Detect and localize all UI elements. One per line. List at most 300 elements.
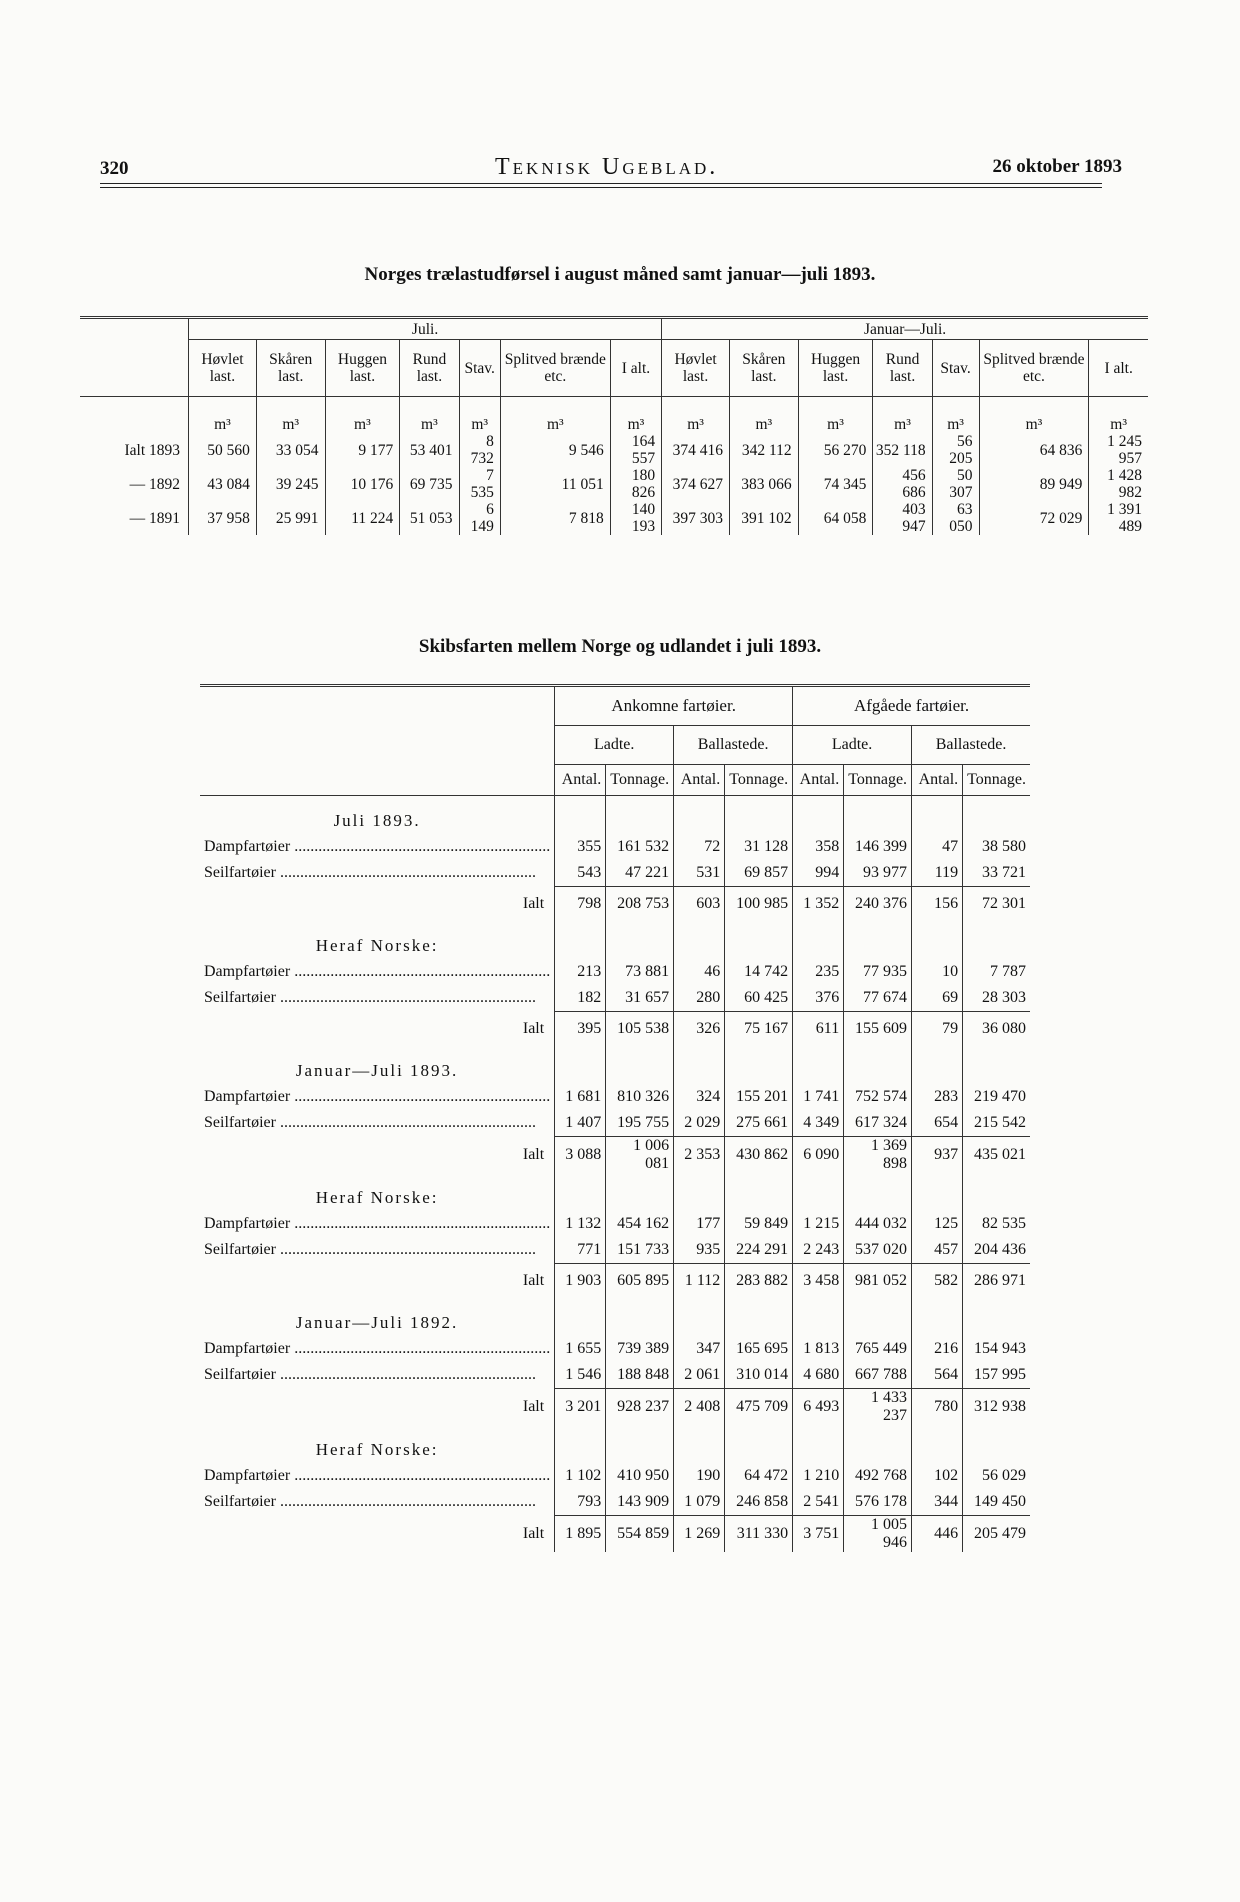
data-cell: 355 bbox=[555, 834, 606, 860]
row-label-text: Seilfartøier ..... bbox=[204, 1114, 550, 1132]
data-cell: 59 849 bbox=[725, 1211, 793, 1237]
row-label-text: Seilfartøier ..... bbox=[204, 864, 550, 882]
total-row bbox=[200, 1264, 1030, 1299]
spacer-cell bbox=[725, 1298, 793, 1310]
row-label bbox=[200, 985, 555, 1012]
spacer-cell bbox=[912, 796, 963, 809]
data-cell: 344 bbox=[912, 1489, 963, 1516]
spacer-cell bbox=[963, 1173, 1030, 1185]
table-row bbox=[200, 860, 1030, 887]
data-cell: 347 bbox=[674, 1336, 725, 1362]
data-cell: 93 977 bbox=[844, 860, 912, 887]
data-cell: 177 bbox=[674, 1211, 725, 1237]
data-cell: 374 416 bbox=[662, 433, 730, 467]
spacer-cell bbox=[963, 1298, 1030, 1310]
spacer-cell bbox=[912, 1173, 963, 1185]
data-cell: 235 bbox=[793, 959, 844, 985]
spacer-cell bbox=[963, 1046, 1030, 1058]
data-cell: 10 bbox=[912, 959, 963, 985]
empty-cell bbox=[725, 1310, 793, 1336]
data-cell: 7 535 bbox=[459, 467, 500, 501]
data-cell: 161 532 bbox=[606, 834, 674, 860]
data-cell: 10 176 bbox=[325, 467, 400, 501]
column-header: Rund last. bbox=[873, 340, 932, 397]
spacer-row bbox=[200, 1298, 1030, 1310]
data-cell: 14 742 bbox=[725, 959, 793, 985]
total-cell: 1 433 237 bbox=[844, 1389, 912, 1426]
data-cell: 149 450 bbox=[963, 1489, 1030, 1516]
data-cell: 4 680 bbox=[793, 1362, 844, 1389]
row-label-text: Dampfartøier ..... bbox=[204, 963, 550, 981]
total-cell: 605 895 bbox=[606, 1264, 674, 1299]
total-row bbox=[200, 887, 1030, 922]
data-cell: 1 210 bbox=[793, 1463, 844, 1489]
data-cell: 33 721 bbox=[963, 860, 1030, 887]
data-cell: 543 bbox=[555, 860, 606, 887]
data-cell: 283 bbox=[912, 1084, 963, 1110]
table-row bbox=[200, 1463, 1030, 1489]
header-ladte: Ladte. bbox=[793, 726, 912, 765]
data-cell: 752 574 bbox=[844, 1084, 912, 1110]
spacer-cell bbox=[200, 796, 555, 809]
data-cell: 1 391 489 bbox=[1089, 501, 1148, 535]
section-heading-row bbox=[200, 808, 1030, 834]
total-cell: 1 352 bbox=[793, 887, 844, 922]
spacer-cell bbox=[844, 1298, 912, 1310]
table-row bbox=[200, 834, 1030, 860]
data-cell: 7 818 bbox=[500, 501, 610, 535]
spacer-cell bbox=[793, 921, 844, 933]
total-cell: 3 751 bbox=[793, 1516, 844, 1553]
empty-cell bbox=[793, 1058, 844, 1084]
data-cell: 31 128 bbox=[725, 834, 793, 860]
spacer-cell bbox=[674, 796, 725, 809]
column-header: Huggen last. bbox=[798, 340, 873, 397]
total-cell: 2 408 bbox=[674, 1389, 725, 1426]
row-label bbox=[200, 959, 555, 985]
total-cell: 780 bbox=[912, 1389, 963, 1426]
header-ballastede: Ballastede. bbox=[674, 726, 793, 765]
total-cell: 79 bbox=[912, 1012, 963, 1047]
unit-cell: m³ bbox=[610, 397, 661, 434]
row-label: — 1892 bbox=[129, 475, 180, 493]
row-label-text: Dampfartøier ..... bbox=[204, 1467, 550, 1485]
spacer-cell bbox=[793, 1173, 844, 1185]
data-cell: 1 546 bbox=[555, 1362, 606, 1389]
corner-cell bbox=[200, 726, 555, 765]
section-heading: Heraf Norske: bbox=[315, 1440, 439, 1459]
total-cell: 6 493 bbox=[793, 1389, 844, 1426]
shipping-table bbox=[200, 684, 1030, 1552]
total-cell: 611 bbox=[793, 1012, 844, 1047]
spacer-row bbox=[200, 1425, 1030, 1437]
total-label: Ialt bbox=[522, 1397, 545, 1415]
data-cell: 77 674 bbox=[844, 985, 912, 1012]
table-row bbox=[200, 1237, 1030, 1264]
header-antal: Antal. bbox=[793, 765, 844, 796]
data-cell: 50 560 bbox=[189, 433, 257, 467]
header-tonnage: Tonnage. bbox=[963, 765, 1030, 796]
table2-title: Skibsfarten mellem Norge og udlandet i juli 1893. bbox=[418, 636, 822, 657]
row-label bbox=[200, 1110, 555, 1137]
unit-cell: m³ bbox=[400, 397, 459, 434]
spacer-cell bbox=[844, 1173, 912, 1185]
unit-cell: m³ bbox=[932, 397, 979, 434]
empty-cell bbox=[606, 1058, 674, 1084]
empty-cell bbox=[912, 1185, 963, 1211]
table-row bbox=[200, 959, 1030, 985]
data-cell: 1 741 bbox=[793, 1084, 844, 1110]
empty-cell bbox=[555, 1437, 606, 1463]
row-label-text: Seilfartøier ..... bbox=[204, 1493, 550, 1511]
total-cell: 435 021 bbox=[963, 1137, 1030, 1174]
data-cell: 1 407 bbox=[555, 1110, 606, 1137]
row-label bbox=[200, 1211, 555, 1237]
unit-cell: m³ bbox=[729, 397, 798, 434]
data-cell: 125 bbox=[912, 1211, 963, 1237]
empty-cell bbox=[674, 1310, 725, 1336]
total-cell: 446 bbox=[912, 1516, 963, 1553]
data-cell: 352 118 bbox=[873, 433, 932, 467]
unit-cell: m³ bbox=[500, 397, 610, 434]
corner-cell bbox=[200, 686, 555, 726]
data-cell: 31 657 bbox=[606, 985, 674, 1012]
total-cell: 155 609 bbox=[844, 1012, 912, 1047]
data-cell: 374 627 bbox=[662, 467, 730, 501]
data-cell: 1 215 bbox=[793, 1211, 844, 1237]
data-cell: 190 bbox=[674, 1463, 725, 1489]
total-cell: 937 bbox=[912, 1137, 963, 1174]
spacer-cell bbox=[674, 1298, 725, 1310]
section-heading: Januar—Juli 1892. bbox=[295, 1313, 459, 1332]
data-cell: 56 029 bbox=[963, 1463, 1030, 1489]
column-header: Splitved brænde etc. bbox=[500, 340, 610, 397]
spacer-cell bbox=[606, 1173, 674, 1185]
data-cell: 397 303 bbox=[662, 501, 730, 535]
data-cell: 39 245 bbox=[256, 467, 325, 501]
empty-cell bbox=[844, 1058, 912, 1084]
data-cell: 2 243 bbox=[793, 1237, 844, 1264]
column-header: I alt. bbox=[1089, 340, 1148, 397]
spacer-cell bbox=[674, 1425, 725, 1437]
data-cell: 47 221 bbox=[606, 860, 674, 887]
data-cell: 342 112 bbox=[729, 433, 798, 467]
unit-cell: m³ bbox=[798, 397, 873, 434]
spacer-cell bbox=[793, 796, 844, 809]
spacer-cell bbox=[200, 921, 555, 933]
column-header: Stav. bbox=[459, 340, 500, 397]
row-label bbox=[200, 1084, 555, 1110]
total-cell: 1 903 bbox=[555, 1264, 606, 1299]
total-cell: 326 bbox=[674, 1012, 725, 1047]
data-cell: 994 bbox=[793, 860, 844, 887]
empty-cell bbox=[912, 1310, 963, 1336]
data-cell: 64 836 bbox=[979, 433, 1089, 467]
empty-cell bbox=[725, 808, 793, 834]
page-number: 320 bbox=[100, 158, 129, 179]
data-cell: 73 881 bbox=[606, 959, 674, 985]
total-cell: 3 458 bbox=[793, 1264, 844, 1299]
section-heading-row bbox=[200, 1437, 1030, 1463]
empty-cell bbox=[674, 1437, 725, 1463]
total-row bbox=[200, 1516, 1030, 1553]
total-cell: 798 bbox=[555, 887, 606, 922]
total-row bbox=[200, 1012, 1030, 1047]
data-cell: 1 245 957 bbox=[1089, 433, 1148, 467]
column-header: Skåren last. bbox=[256, 340, 325, 397]
spacer-cell bbox=[844, 796, 912, 809]
empty-cell bbox=[912, 1437, 963, 1463]
data-cell: 72 029 bbox=[979, 501, 1089, 535]
empty-cell bbox=[963, 1437, 1030, 1463]
total-cell: 981 052 bbox=[844, 1264, 912, 1299]
spacer-cell bbox=[606, 921, 674, 933]
data-cell: 11 224 bbox=[325, 501, 400, 535]
total-cell: 1 005 946 bbox=[844, 1516, 912, 1553]
total-cell: 100 985 bbox=[725, 887, 793, 922]
table-row bbox=[80, 501, 1148, 535]
row-label-text: Dampfartøier ..... bbox=[204, 1215, 550, 1233]
total-cell: 3 088 bbox=[555, 1137, 606, 1174]
spacer-cell bbox=[200, 1298, 555, 1310]
data-cell: 215 542 bbox=[963, 1110, 1030, 1137]
row-label bbox=[200, 834, 555, 860]
spacer-row bbox=[200, 1046, 1030, 1058]
column-header: Høvlet last. bbox=[662, 340, 730, 397]
data-cell: 82 535 bbox=[963, 1211, 1030, 1237]
data-cell: 2 541 bbox=[793, 1489, 844, 1516]
column-header: Høvlet last. bbox=[189, 340, 257, 397]
total-cell: 1 112 bbox=[674, 1264, 725, 1299]
unit-cell: m³ bbox=[459, 397, 500, 434]
table-row bbox=[200, 1211, 1030, 1237]
empty-cell bbox=[674, 808, 725, 834]
data-cell: 165 695 bbox=[725, 1336, 793, 1362]
spacer-cell bbox=[912, 1046, 963, 1058]
total-row bbox=[200, 1137, 1030, 1174]
empty-cell bbox=[963, 933, 1030, 959]
data-cell: 537 020 bbox=[844, 1237, 912, 1264]
spacer-cell bbox=[793, 1046, 844, 1058]
data-cell: 28 303 bbox=[963, 985, 1030, 1012]
empty-cell bbox=[844, 933, 912, 959]
empty-cell bbox=[606, 933, 674, 959]
data-cell: 1 428 982 bbox=[1089, 467, 1148, 501]
spacer-cell bbox=[912, 1425, 963, 1437]
data-cell: 38 580 bbox=[963, 834, 1030, 860]
data-cell: 935 bbox=[674, 1237, 725, 1264]
header-antal: Antal. bbox=[912, 765, 963, 796]
data-cell: 69 bbox=[912, 985, 963, 1012]
spacer-cell bbox=[555, 921, 606, 933]
total-cell: 286 971 bbox=[963, 1264, 1030, 1299]
spacer-cell bbox=[606, 1425, 674, 1437]
row-label bbox=[200, 1336, 555, 1362]
data-cell: 157 995 bbox=[963, 1362, 1030, 1389]
total-cell: 283 882 bbox=[725, 1264, 793, 1299]
spacer-cell bbox=[725, 1173, 793, 1185]
table-row bbox=[200, 985, 1030, 1012]
data-cell: 46 bbox=[674, 959, 725, 985]
table-row bbox=[200, 1110, 1030, 1137]
total-cell: 6 090 bbox=[793, 1137, 844, 1174]
column-header: Huggen last. bbox=[325, 340, 400, 397]
header-rule bbox=[100, 183, 1102, 184]
section-heading: Heraf Norske: bbox=[315, 1188, 439, 1207]
total-cell: 36 080 bbox=[963, 1012, 1030, 1047]
header-ladte: Ladte. bbox=[555, 726, 674, 765]
data-cell: 410 950 bbox=[606, 1463, 674, 1489]
section-heading-row bbox=[200, 933, 1030, 959]
total-cell: 928 237 bbox=[606, 1389, 674, 1426]
empty-cell bbox=[674, 1185, 725, 1211]
data-cell: 324 bbox=[674, 1084, 725, 1110]
header-antal: Antal. bbox=[555, 765, 606, 796]
total-cell: 395 bbox=[555, 1012, 606, 1047]
empty-cell bbox=[793, 808, 844, 834]
spacer-cell bbox=[555, 1046, 606, 1058]
row-label: — 1891 bbox=[129, 509, 180, 527]
empty-cell bbox=[555, 808, 606, 834]
corner-cell bbox=[200, 765, 555, 796]
data-cell: 358 bbox=[793, 834, 844, 860]
data-cell: 69 857 bbox=[725, 860, 793, 887]
spacer-cell bbox=[844, 921, 912, 933]
row-label bbox=[200, 1463, 555, 1489]
group-januar-juli: Januar—Juli. bbox=[662, 318, 1148, 340]
empty-cell bbox=[844, 1310, 912, 1336]
total-cell: 3 201 bbox=[555, 1389, 606, 1426]
data-cell: 151 733 bbox=[606, 1237, 674, 1264]
unit-cell: m³ bbox=[1089, 397, 1148, 434]
row-label bbox=[200, 1489, 555, 1516]
spacer-row bbox=[200, 921, 1030, 933]
data-cell: 403 947 bbox=[873, 501, 932, 535]
total-cell: 208 753 bbox=[606, 887, 674, 922]
data-cell: 143 909 bbox=[606, 1489, 674, 1516]
row-label-text: Seilfartøier ..... bbox=[204, 989, 550, 1007]
total-cell: 1 006 081 bbox=[606, 1137, 674, 1174]
total-label: Ialt bbox=[522, 894, 545, 912]
data-cell: 1 655 bbox=[555, 1336, 606, 1362]
data-cell: 576 178 bbox=[844, 1489, 912, 1516]
spacer-cell bbox=[844, 1046, 912, 1058]
table-row bbox=[200, 1489, 1030, 1516]
data-cell: 667 788 bbox=[844, 1362, 912, 1389]
empty-cell bbox=[674, 933, 725, 959]
header-tonnage: Tonnage. bbox=[725, 765, 793, 796]
spacer-cell bbox=[555, 1298, 606, 1310]
data-cell: 492 768 bbox=[844, 1463, 912, 1489]
total-cell: 582 bbox=[912, 1264, 963, 1299]
spacer-cell bbox=[555, 1425, 606, 1437]
data-cell: 47 bbox=[912, 834, 963, 860]
empty-cell bbox=[844, 1437, 912, 1463]
empty-cell bbox=[844, 808, 912, 834]
empty-cell bbox=[793, 933, 844, 959]
total-cell: 105 538 bbox=[606, 1012, 674, 1047]
total-cell: 603 bbox=[674, 887, 725, 922]
row-label bbox=[200, 1237, 555, 1264]
data-cell: 4 349 bbox=[793, 1110, 844, 1137]
data-cell: 53 401 bbox=[400, 433, 459, 467]
spacer-cell bbox=[912, 921, 963, 933]
spacer-cell bbox=[725, 796, 793, 809]
empty-cell bbox=[674, 1058, 725, 1084]
spacer-cell bbox=[555, 796, 606, 809]
data-cell: 564 bbox=[912, 1362, 963, 1389]
data-cell: 64 058 bbox=[798, 501, 873, 535]
table-row bbox=[80, 433, 1148, 467]
spacer-cell bbox=[793, 1425, 844, 1437]
timber-export-table bbox=[80, 316, 1148, 535]
row-label bbox=[200, 1362, 555, 1389]
section-heading: Januar—Juli 1893. bbox=[295, 1061, 459, 1080]
data-cell: 531 bbox=[674, 860, 725, 887]
data-cell: 146 399 bbox=[844, 834, 912, 860]
data-cell: 810 326 bbox=[606, 1084, 674, 1110]
data-cell: 204 436 bbox=[963, 1237, 1030, 1264]
total-cell: 554 859 bbox=[606, 1516, 674, 1553]
empty-cell bbox=[725, 1437, 793, 1463]
table-row bbox=[200, 1336, 1030, 1362]
empty-cell bbox=[963, 1058, 1030, 1084]
data-cell: 182 bbox=[555, 985, 606, 1012]
spacer-cell bbox=[606, 1046, 674, 1058]
total-label: Ialt bbox=[522, 1271, 545, 1289]
data-cell: 102 bbox=[912, 1463, 963, 1489]
empty-cell bbox=[963, 808, 1030, 834]
data-cell: 224 291 bbox=[725, 1237, 793, 1264]
data-cell: 1 681 bbox=[555, 1084, 606, 1110]
data-cell: 119 bbox=[912, 860, 963, 887]
column-header: Splitved brænde etc. bbox=[979, 340, 1089, 397]
data-cell: 9 177 bbox=[325, 433, 400, 467]
unit-cell: m³ bbox=[873, 397, 932, 434]
data-cell: 1 102 bbox=[555, 1463, 606, 1489]
empty-cell bbox=[606, 1185, 674, 1211]
journal-title: Teknisk Ugeblad. bbox=[495, 154, 719, 180]
corner-cell bbox=[80, 318, 189, 340]
header-afgaaede: Afgåede fartøier. bbox=[793, 686, 1030, 726]
column-header: I alt. bbox=[610, 340, 661, 397]
data-cell: 33 054 bbox=[256, 433, 325, 467]
empty-cell bbox=[912, 1058, 963, 1084]
data-cell: 72 bbox=[674, 834, 725, 860]
data-cell: 154 943 bbox=[963, 1336, 1030, 1362]
corner-cell bbox=[80, 397, 189, 434]
issue-date: 26 oktober 1893 bbox=[992, 156, 1122, 177]
table1-title: Norges trælastudførsel i august måned samt januar—juli 1893. bbox=[364, 264, 876, 285]
spacer-cell bbox=[674, 1046, 725, 1058]
row-label-text: Seilfartøier ..... bbox=[204, 1366, 550, 1384]
total-cell: 312 938 bbox=[963, 1389, 1030, 1426]
column-header: Skåren last. bbox=[729, 340, 798, 397]
spacer-row bbox=[200, 796, 1030, 809]
column-header: Stav. bbox=[932, 340, 979, 397]
data-cell: 1 813 bbox=[793, 1336, 844, 1362]
data-cell: 69 735 bbox=[400, 467, 459, 501]
empty-cell bbox=[555, 933, 606, 959]
header-tonnage: Tonnage. bbox=[606, 765, 674, 796]
data-cell: 246 858 bbox=[725, 1489, 793, 1516]
empty-cell bbox=[606, 1437, 674, 1463]
empty-cell bbox=[912, 808, 963, 834]
total-cell: 311 330 bbox=[725, 1516, 793, 1553]
spacer-cell bbox=[725, 921, 793, 933]
empty-cell bbox=[725, 1058, 793, 1084]
empty-cell bbox=[963, 1310, 1030, 1336]
